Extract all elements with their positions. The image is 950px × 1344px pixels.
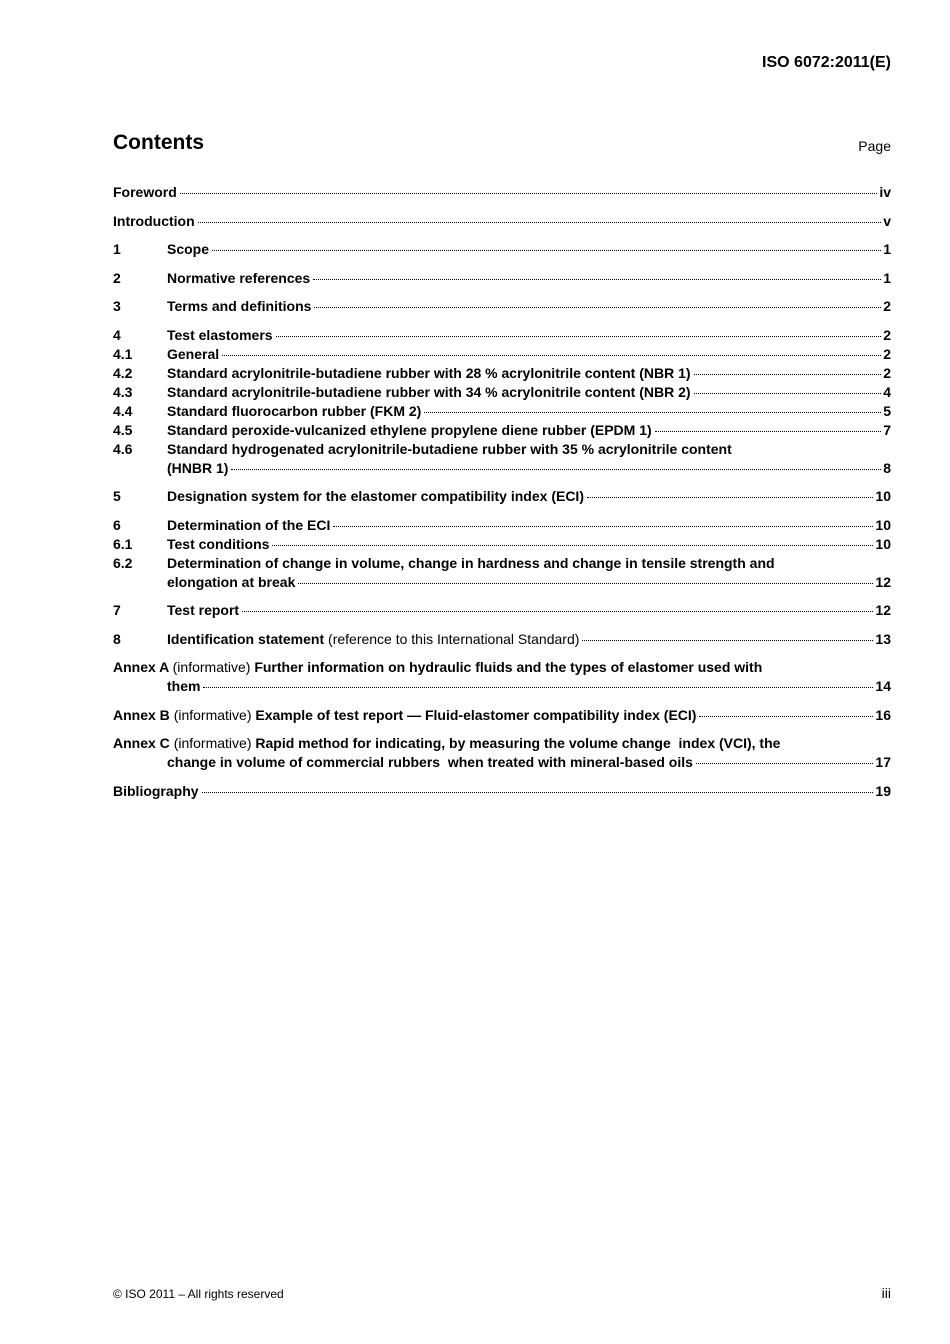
toc-entry-4-3[interactable] — [113, 383, 891, 402]
toc-number: 7 — [113, 602, 121, 618]
toc-number: 4.4 — [113, 402, 133, 419]
toc-title: Standard acrylonitrile-butadiene rubber with 34 % acrylonitrile content (NBR 2) — [167, 383, 691, 400]
toc-entry-1[interactable] — [113, 240, 891, 259]
toc-page: 7 — [883, 421, 891, 438]
toc-page: 10 — [875, 488, 891, 504]
toc-title — [113, 706, 696, 725]
dot-leader — [212, 250, 881, 251]
toc-page: iv — [879, 184, 891, 200]
dot-leader — [582, 640, 873, 641]
toc-title-line2: change in volume of commercial rubbers when treated with mineral-based oils — [167, 754, 693, 770]
dot-leader — [231, 469, 881, 470]
dot-leader — [222, 355, 881, 356]
page-column-label: Page — [858, 138, 891, 154]
toc-page: 1 — [883, 241, 891, 257]
toc-title: Designation system for the elastomer compatibility index (ECI) — [167, 488, 584, 504]
toc-entry-6-2[interactable] — [113, 554, 891, 592]
toc-entry-bibliography[interactable] — [113, 782, 891, 801]
toc-number: 4 — [113, 326, 121, 343]
annex-label: Annex B — [113, 706, 170, 723]
toc-title: Standard peroxide-vulcanized ethylene propylene diene rubber (EPDM 1) — [167, 421, 652, 438]
footer-copyright: © ISO 2011 – All rights reserved — [113, 1287, 284, 1301]
toc-number: 5 — [113, 488, 121, 504]
annex-title: Example of test report — Fluid-elastomer compatibility index (ECI) — [255, 706, 697, 723]
toc-title: Normative references — [167, 269, 311, 286]
toc-page: 12 — [875, 573, 891, 590]
toc-page: 10 — [875, 516, 891, 533]
toc-entry-4-5[interactable] — [113, 421, 891, 440]
page-title: Contents — [113, 131, 204, 154]
toc-entry-annex-b[interactable] — [113, 706, 891, 725]
toc-number: 8 — [113, 630, 121, 647]
toc-page: 13 — [875, 630, 891, 647]
toc-number: 1 — [113, 241, 121, 257]
annex-type: (informative) — [172, 659, 251, 675]
toc-entry-annex-c[interactable] — [113, 734, 891, 772]
dot-leader — [587, 497, 873, 498]
toc-number: 4.1 — [113, 345, 133, 362]
toc-title-line2: them — [167, 678, 201, 694]
dot-leader — [696, 763, 874, 764]
toc-entry-annex-a[interactable] — [113, 658, 891, 696]
table-of-contents — [113, 183, 891, 801]
toc-page: 17 — [875, 754, 891, 770]
toc-title-text: Identification statement — [167, 630, 325, 647]
annex-type: (informative) — [173, 735, 252, 751]
dot-leader — [202, 792, 874, 793]
dot-leader — [180, 193, 878, 194]
toc-page: 19 — [875, 782, 891, 799]
toc-page: 1 — [883, 269, 891, 286]
dot-leader — [272, 545, 873, 546]
toc-title-line2: (HNBR 1) — [167, 459, 229, 476]
toc-title-line2: elongation at break — [167, 573, 296, 590]
toc-title-note: (reference to this International Standard) — [328, 630, 580, 647]
toc-title — [167, 630, 579, 649]
toc-entry-6[interactable] — [113, 516, 891, 535]
toc-title: Test conditions — [167, 535, 270, 552]
toc-number: 6 — [113, 516, 121, 533]
toc-entry-4-4[interactable] — [113, 402, 891, 421]
toc-page: 8 — [883, 459, 891, 476]
toc-title-line1: Determination of change in volume, change in hardness and change in tensile strength and — [167, 554, 775, 571]
dot-leader — [655, 431, 882, 432]
dot-leader — [694, 374, 882, 375]
toc-entry-2[interactable] — [113, 269, 891, 288]
toc-page: 10 — [875, 535, 891, 552]
toc-number: 6.2 — [113, 554, 133, 571]
toc-number: 4.5 — [113, 421, 133, 438]
annex-label: Annex C — [113, 735, 170, 751]
toc-entry-4-2[interactable] — [113, 364, 891, 383]
toc-number: 3 — [113, 298, 121, 314]
dot-leader — [424, 412, 881, 413]
toc-entry-6-1[interactable] — [113, 535, 891, 554]
toc-title: Test report — [167, 602, 240, 618]
dot-leader — [313, 279, 881, 280]
toc-title-line1: Further information on hydraulic fluids and the types of elastomer used with — [254, 659, 763, 675]
dot-leader — [314, 307, 881, 308]
toc-title: Standard fluorocarbon rubber (FKM 2) — [167, 402, 422, 419]
toc-title: Introduction — [113, 212, 195, 229]
toc-number: 4.2 — [113, 364, 133, 381]
toc-page: 5 — [883, 402, 891, 419]
toc-page: 2 — [883, 364, 891, 381]
toc-page: v — [883, 212, 891, 229]
dot-leader — [242, 611, 873, 612]
dot-leader — [203, 687, 873, 688]
toc-number: 2 — [113, 269, 121, 286]
dot-leader — [699, 716, 873, 717]
toc-page: 12 — [875, 602, 891, 618]
document-id: ISO 6072:2011(E) — [762, 54, 891, 71]
toc-number: 6.1 — [113, 535, 133, 552]
toc-page: 14 — [875, 678, 891, 694]
toc-entry-3[interactable] — [113, 297, 891, 316]
toc-number: 4.6 — [113, 440, 133, 457]
toc-page: 2 — [883, 298, 891, 314]
toc-title: Scope — [167, 241, 210, 257]
dot-leader — [298, 583, 873, 584]
dot-leader — [694, 393, 882, 394]
toc-title-line1: Standard hydrogenated acrylonitrile-butadiene rubber with 35 % acrylonitrile content — [167, 440, 732, 457]
toc-title: Foreword — [113, 184, 177, 200]
toc-title: Test elastomers — [167, 326, 273, 343]
toc-entry-4[interactable] — [113, 326, 891, 345]
footer-page-number: iii — [881, 1285, 891, 1301]
toc-title: General — [167, 345, 220, 362]
toc-entry-5[interactable] — [113, 487, 891, 506]
toc-entry-foreword[interactable] — [113, 183, 891, 202]
toc-title: Terms and definitions — [167, 298, 312, 314]
toc-title: Bibliography — [113, 782, 199, 799]
dot-leader — [198, 222, 882, 223]
dot-leader — [333, 526, 873, 527]
toc-entry-introduction[interactable] — [113, 212, 891, 231]
toc-title: Standard acrylonitrile-butadiene rubber with 28 % acrylonitrile content (NBR 1) — [167, 364, 691, 381]
toc-entry-4-6[interactable] — [113, 440, 891, 478]
toc-entry-4-1[interactable] — [113, 345, 891, 364]
toc-title: Determination of the ECI — [167, 516, 331, 533]
toc-page: 2 — [883, 345, 891, 362]
annex-label: Annex A — [113, 659, 169, 675]
toc-entry-7[interactable] — [113, 601, 891, 620]
toc-page: 2 — [883, 326, 891, 343]
toc-page: 4 — [883, 383, 891, 400]
toc-page: 16 — [875, 706, 891, 723]
toc-number: 4.3 — [113, 383, 133, 400]
dot-leader — [276, 336, 882, 337]
toc-title-line1: Rapid method for indicating, by measuring the volume change index (VCI), the — [255, 735, 781, 751]
toc-entry-8[interactable] — [113, 630, 891, 649]
annex-type: (informative) — [173, 706, 252, 723]
